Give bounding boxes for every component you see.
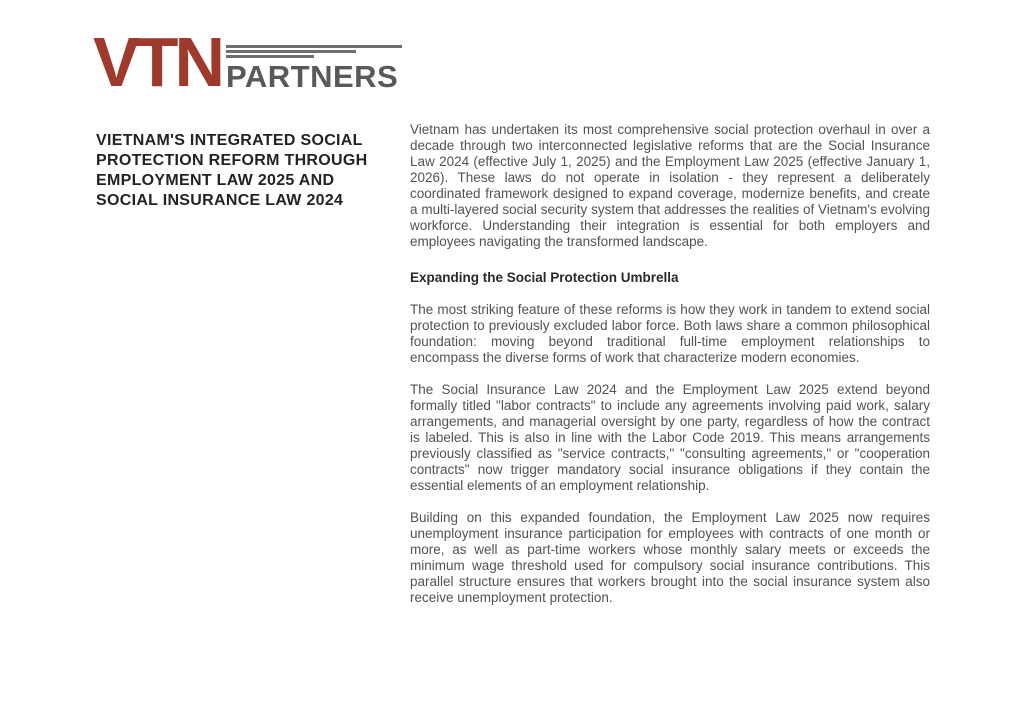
logo-right-block xyxy=(226,45,402,94)
body-paragraph-2: The Social Insurance Law 2024 and the Employment Law 2025 extend beyond formally titled "labor contracts" to include any agreements involving paid work, salary arrangements, and managerial oversight by one party, regardless of how the contract is labeled. This is also in line with the Labor Code 2019. This means arrangements previously classified as "service contracts," "consulting agreements," or "cooperation contracts" now trigger mandatory social insurance obligations if they contain the essential elements of an employment relationship. xyxy=(410,382,930,493)
intro-paragraph: Vietnam has undertaken its most comprehensive social protection overhaul in over a decade through two interconnected legislative reforms that are the Social Insurance Law 2024 (effective July 1, 2025) and the Employment Law 2025 (effective January 1, 2026). These laws do not operate in isolation - they represent a deliberately coordinated framework designed to expand coverage, modernize benefits, and create a multi-layered social security system that addresses the realities of Vietnam's evolving workforce. Understanding their integration is essential for both employers and employees navigating the transformed landscape. xyxy=(410,122,930,249)
body-paragraph-3: Building on this expanded foundation, the Employment Law 2025 now requires unemployment insurance participation for employees with contracts of one month or more, as well as part-time workers whose monthly salary meets or exceeds the minimum wage threshold used for compulsory social insurance contributions. This parallel structure ensures that workers brought into the social insurance system also receive unemployment protection. xyxy=(410,510,930,605)
logo-line-middle xyxy=(226,50,356,53)
article-title: VIETNAM'S INTEGRATED SOCIAL PROTECTION REFORM THROUGH EMPLOYMENT LAW 2025 AND SOCIAL INSURANCE LAW 2024 xyxy=(96,132,368,209)
title-column xyxy=(96,131,394,211)
body-paragraph-1: The most striking feature of these reforms is how they work in tandem to extend social protection to previously excluded labor force. Both laws share a common philosophical foundation: moving beyond traditional full-time employment relationships to encompass the diverse forms of work that characterize modern economies. xyxy=(410,302,930,365)
logo-partners-text: PARTNERS xyxy=(226,59,399,94)
logo-lines-icon xyxy=(226,45,402,58)
logo-vtn-text: VTN xyxy=(93,23,221,101)
logo-line-top xyxy=(226,45,402,48)
logo-line-bottom xyxy=(226,55,314,58)
article-body-column xyxy=(410,122,930,622)
section-heading: Expanding the Social Protection Umbrella xyxy=(410,270,679,285)
vtn-partners-logo xyxy=(93,23,402,101)
